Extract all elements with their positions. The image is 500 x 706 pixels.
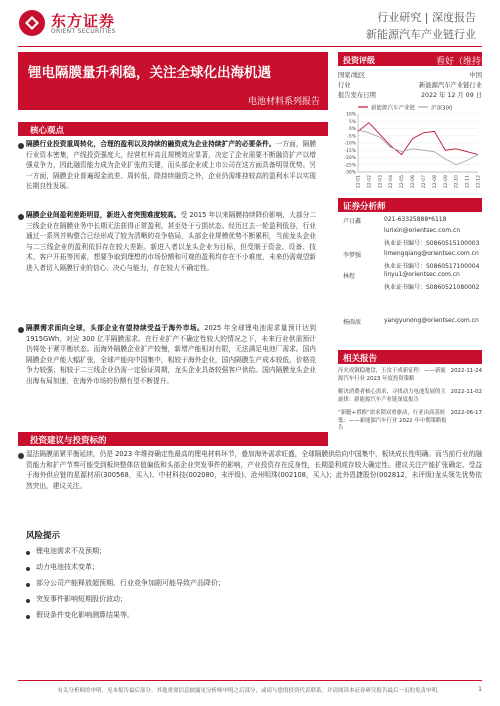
x-tick-label: 22-07 xyxy=(421,175,427,189)
series-line xyxy=(358,130,478,165)
legend-label: 沪深300 xyxy=(431,105,453,112)
info-key: 国家/地区 xyxy=(338,72,366,79)
core-point-lead: 隔膜企业间盈利差距明显，新进入者突围难度较高。 xyxy=(26,211,181,219)
bullet-dot xyxy=(26,599,30,603)
invest-title: 投资建议与投资标的 xyxy=(30,436,107,446)
x-tick-label: 22-11 xyxy=(465,175,471,189)
footer-disclaimer: 有关分析师的申明，见本报告最后部分。其他重要信息披露见分析师申明之后部分，或请与您的投资代表联系。并请阅读本证券研究报告最后一页的免责申明。 xyxy=(57,688,443,694)
y-tick-label: -15% xyxy=(344,148,356,154)
core-point-body: 一方面，隔膜行业资本密集，产线投资强度大，经营杠杆高且规模效应显著，决定了企业需要不断融资扩产以增强竞争力，因此融资能力成为企业扩张的关键，而头部企业或上市公司在这方面具备明显优势。另一方面，隔膜企业普遍现金流差、周转低，除持续融资之外，企业仍需维持较高的盈利水平以实现长期良性发展。 xyxy=(26,140,317,190)
legend-label: 新能源汽车产业链 xyxy=(371,105,416,112)
orient-securities-logo xyxy=(18,9,46,37)
related-report-date: 2022-11-24 xyxy=(450,368,482,374)
info-key: 报告发布日期 xyxy=(338,92,376,99)
risk-item: 假设条件变化影响测算结果等。 xyxy=(36,611,134,619)
core-point-body: 2025 年全球锂电池需求量预计达到 1915GWh，对应 300 亿平隔膜需求。在行业扩产不确定性较大的情况之下，未来行业供需预计仍将处于紧平衡状态。而海外隔膜企业扩产较慢，新增产能相对有限，无法满足电池厂需求。国内隔膜企业产能大幅扩张，全球产能向中国集中，相较于海外企业，国内隔膜生产成本较低，价格竞争力较强；相较于二三线企业仍需一定验证周期，龙头企业具备较强客户供给。国内隔膜龙头企业出海布局加速，在海外市场的份额有望不断提升。 xyxy=(26,324,316,385)
rating-label: 投资评级 xyxy=(343,56,375,65)
logo-name-en: ORIENT SECURITIES xyxy=(51,28,116,35)
bullet-dot xyxy=(18,453,24,459)
info-value: 2022 年 12 月 09 日 xyxy=(421,92,482,99)
x-tick-label: 22-05 xyxy=(400,175,406,189)
invest-advice: 湿法隔膜需紧平衡延续，仍是 2023 年维持确定性最高的锂电材料环节，叠加海外需求旺盛，全球隔膜供给向中国集中，板块成长性明确。而当前行业的融资能力和扩产节奏可能受到板块整体估值偏低和头部企业突发事件的影响，产业投资存在反身性，长期盈利或存较大确定性。建议关注产能扩张确定、受益于海外供应链的星源材质(300568，买入)、中材科技(002080，未评级)、沧州明珠(002108，买入)；此外恩捷股份(002812，未评级)龙头领先优势依然突出，建议关注。 xyxy=(26,450,482,490)
y-tick-label: 5% xyxy=(348,119,356,125)
report-series: 电池材料系列报告 xyxy=(247,97,320,107)
x-tick-label: 22-02 xyxy=(367,175,373,189)
related-report-link[interactable]: 解决消费者核心需求，寻找动力电池发展的主旋律：新能源汽车产业链深度报告 xyxy=(338,389,446,403)
info-value: 新能源汽车产业链行业 xyxy=(419,82,482,89)
x-tick-label: 22-12 xyxy=(476,175,482,189)
core-point-lead: 隔膜行业投资重周转化，合理的盈利以及持续的融资成为企业持续扩产的必要条件。 xyxy=(26,140,276,148)
contact-email[interactable]: yangyunong@orientsec.com.cn xyxy=(384,317,479,324)
core-title: 核心观点 xyxy=(30,126,65,136)
analyst-name: 卢日鑫 xyxy=(343,218,362,225)
core-point xyxy=(26,210,316,273)
x-tick-label: 22-04 xyxy=(389,175,395,189)
risk-item: 锂电池需求不及预期； xyxy=(36,547,106,555)
report-title: 锂电隔膜量升利稳，关注全球化出海机遇 xyxy=(28,65,271,81)
risk-title: 风险提示 xyxy=(26,531,61,541)
bullet-dot xyxy=(26,583,30,587)
x-tick-label: 22-10 xyxy=(454,175,460,189)
bullet-dot xyxy=(18,327,24,333)
report-type: 行业研究 | 深度报告 xyxy=(377,11,476,24)
core-point xyxy=(26,139,316,192)
logo-name-cn: 东方证券 xyxy=(51,12,116,30)
bullet-dot xyxy=(18,143,24,149)
bullet-dot xyxy=(26,567,30,571)
risk-item: 动力电池技术变革； xyxy=(36,563,99,571)
y-tick-label: -30% xyxy=(344,170,356,176)
contact-name: 杨雨浓 xyxy=(343,319,362,326)
y-tick-label: 0% xyxy=(348,127,356,132)
related-report-link[interactable]: “新艇+置换”需求锁双重驱动，行业由高基转低：——新能源汽车行业 2022 年中期策略报告 xyxy=(338,410,447,431)
y-tick-label: -10% xyxy=(344,141,356,147)
analyst-email[interactable]: lurixin@orientsec.com.cn xyxy=(384,227,461,234)
x-tick-label: 22-08 xyxy=(432,175,438,189)
y-tick-label: -5% xyxy=(347,134,356,140)
analyst-license: 执业证书编号：S0860515100003 xyxy=(384,240,480,247)
core-point xyxy=(26,323,316,386)
related-report-date: 2022-11-02 xyxy=(450,389,482,395)
bullet-dot xyxy=(18,214,24,220)
footer-divider xyxy=(18,680,482,681)
y-tick-label: 10% xyxy=(345,112,356,118)
analysts-title: 证券分析师 xyxy=(343,202,386,212)
related-report-link[interactable]: 淬火成钢稳地盘，玉汝于成新征程：——新能源汽车行业 2023 年度投资策略 xyxy=(338,368,446,382)
core-point-lead: 隔膜需求面向全球，头部企业有望持续受益于海外市场。 xyxy=(26,324,205,332)
x-tick-label: 22-06 xyxy=(411,175,417,189)
core-bar xyxy=(18,122,328,136)
analyst-name: 李梦强 xyxy=(343,252,362,259)
analyst-email[interactable]: linyu1@orientsec.com.cn xyxy=(384,271,460,278)
header-divider xyxy=(18,46,482,47)
y-tick-label: -20% xyxy=(344,156,356,161)
risk-item: 突发事件影响短期股价波动； xyxy=(36,595,127,603)
related-report-date: 2022-06-17 xyxy=(450,410,482,416)
x-tick-label: 22-03 xyxy=(378,175,384,189)
y-tick-label: -25% xyxy=(344,163,356,169)
analyst-email[interactable]: limengqiang@orientsec.com.cn xyxy=(384,250,479,257)
bullet-dot xyxy=(26,615,30,619)
info-key: 行业 xyxy=(338,82,351,89)
industry-name: 新能源汽车产业链行业 xyxy=(366,28,476,41)
analyst-license: 执业证书编号：S0860517100004 xyxy=(384,263,480,270)
performance-chart xyxy=(338,102,482,194)
related-title: 相关报告 xyxy=(343,354,378,364)
risk-item: 部分公司产能释放超预期、行业竞争加剧可能导致产品降价； xyxy=(36,579,225,587)
bullet-dot xyxy=(26,551,30,555)
analyst-name: 林煜 xyxy=(343,273,356,280)
x-tick-label: 22-01 xyxy=(356,175,362,189)
core-point-body: 受 2015 年以来隔膜持续降价影响，大部分二三线企业在隔膜业务中长期无法获得正常盈利，甚至处于亏损状态。经历过去一轮盈利低谷，行业通过一系列并购整合已经形成了较为清晰的竞争格局，头部企业规模优势不断累积，当前龙头企业与二三线企业的盈利依旧存在较大差距。新进入者以龙头企业为目标，但受制于资金、设备、技术、客户开拓等因素，想要争取到理想的市场份额和可观的盈利均存在不小难度，未来仍需观望新进入者切入隔膜行业的信心、决心与能力，存在较大不确定性。 xyxy=(26,211,316,272)
x-tick-label: 22-09 xyxy=(443,175,449,189)
info-value: 中国 xyxy=(469,72,482,79)
page-number: 1 xyxy=(478,686,482,693)
analyst-license: 执业证书编号：S0860521080002 xyxy=(384,284,480,291)
analyst-phone: 021-63325888*6118 xyxy=(384,216,447,223)
rating-value: 看好（维持） xyxy=(436,57,491,67)
